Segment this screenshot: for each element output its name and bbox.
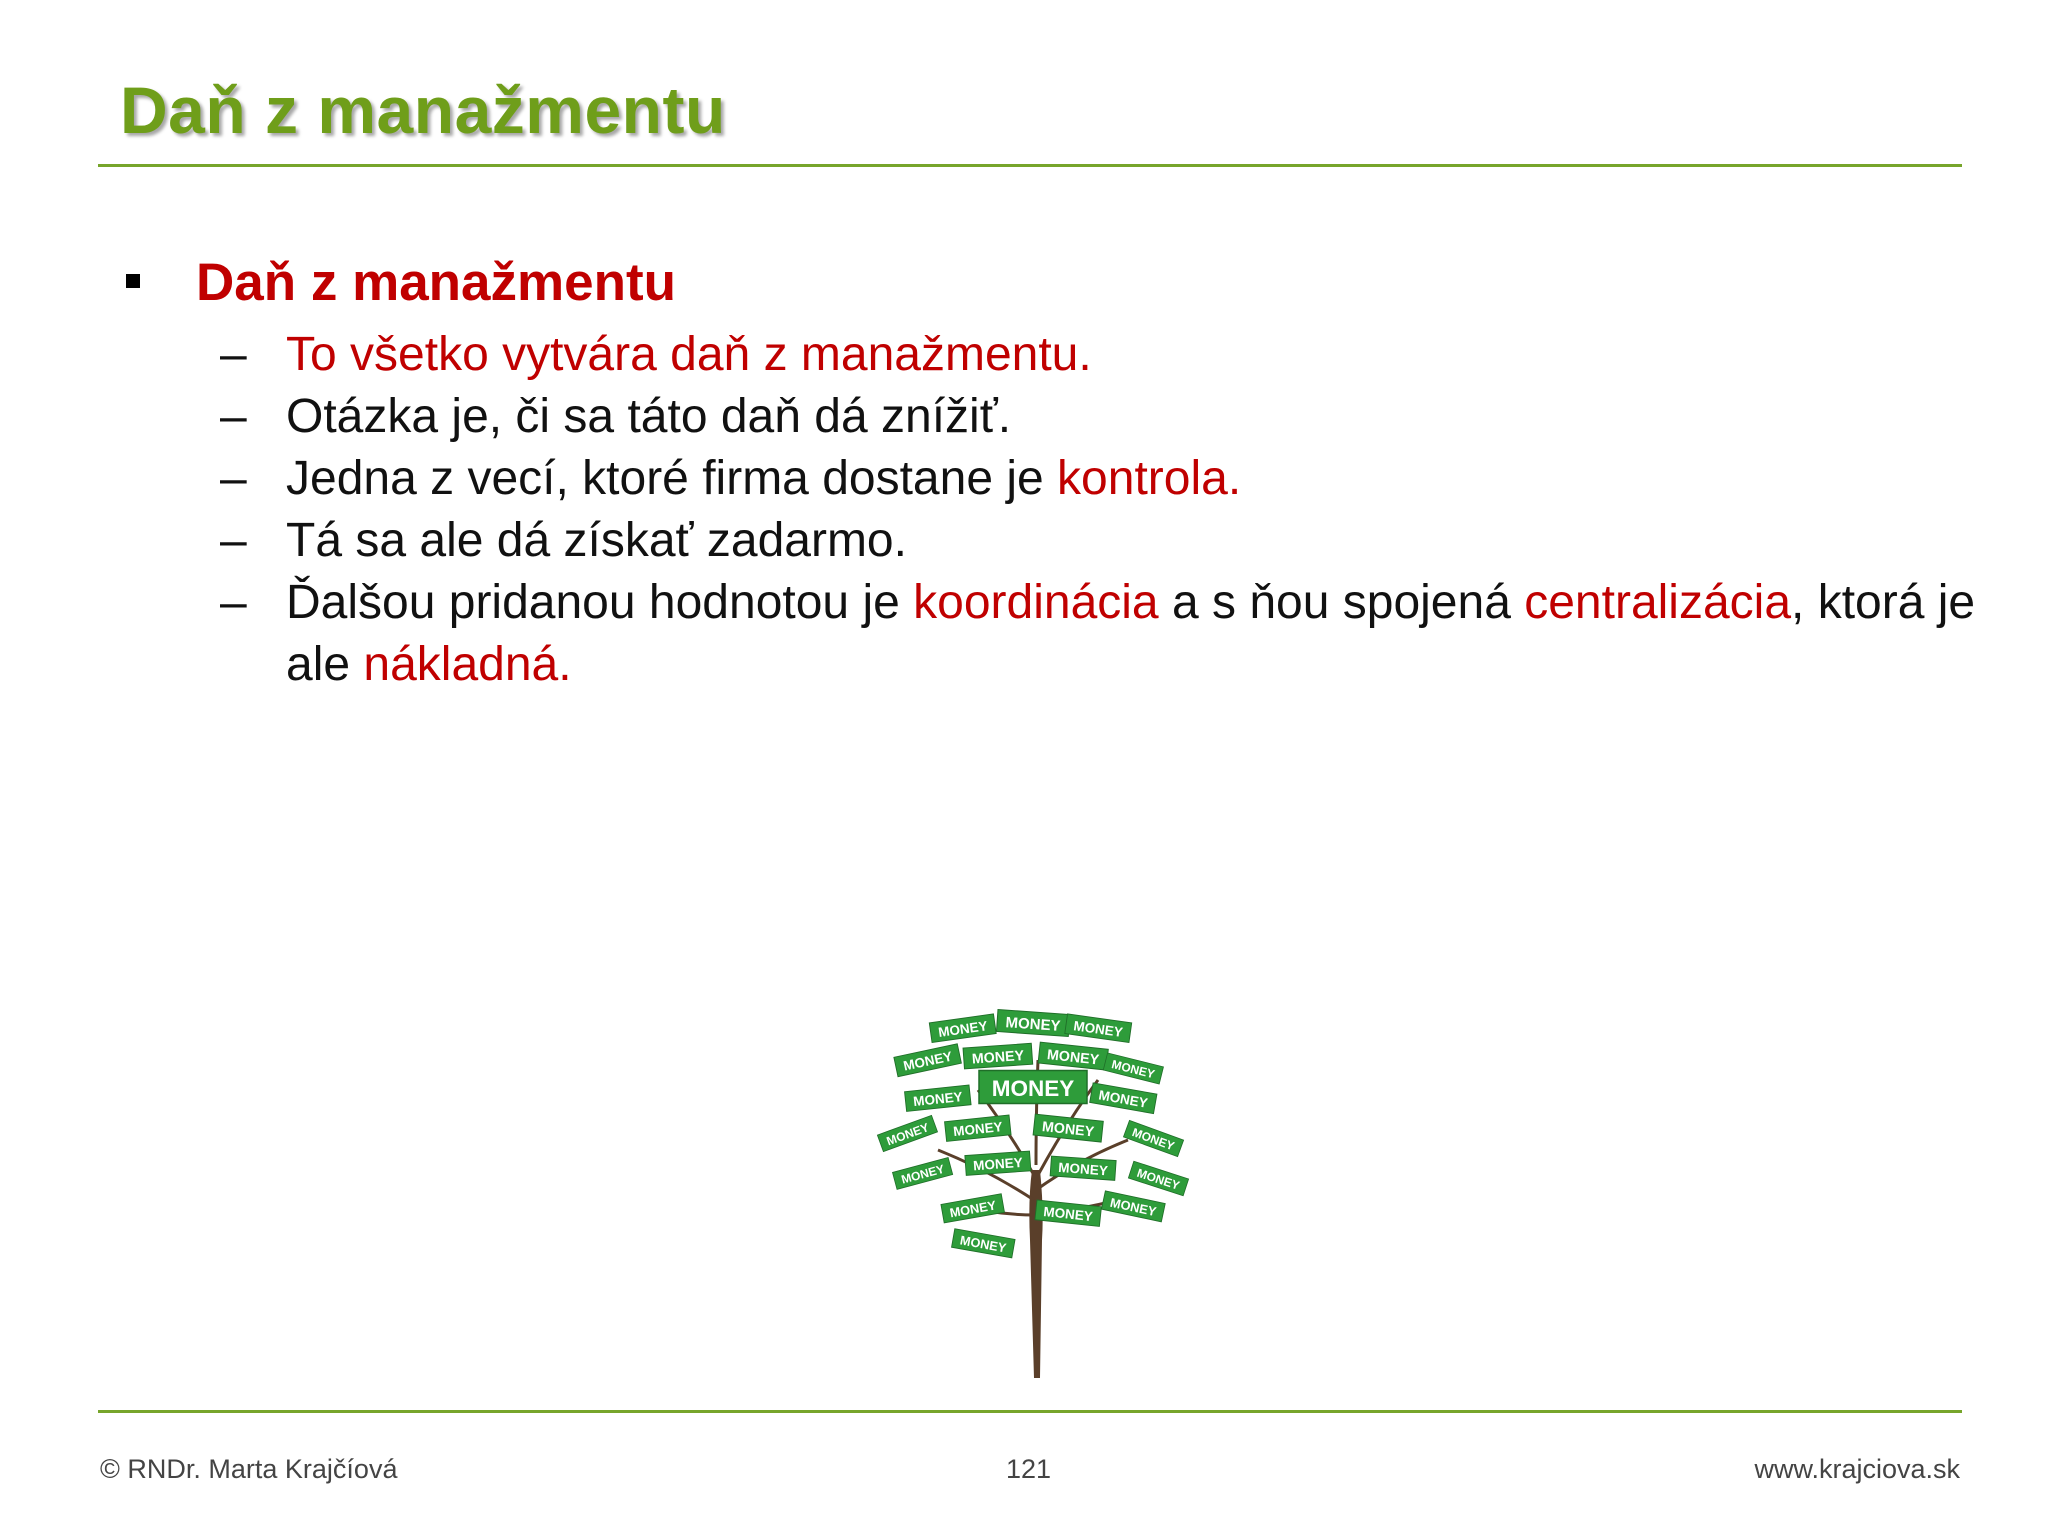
sub-bullet-item — [120, 448, 2006, 510]
leaf-label: MONEY — [971, 1047, 1025, 1068]
highlighted-text: centralizácia — [1524, 576, 1792, 629]
footer-divider — [98, 1410, 1962, 1413]
bullet-row — [120, 252, 1940, 324]
money-leaf — [1123, 1120, 1183, 1156]
leaf-label: MONEY — [1135, 1165, 1182, 1193]
leaf-label: MONEY — [1005, 1014, 1062, 1035]
money-leaf — [1035, 1200, 1102, 1226]
highlighted-text: kontrola. — [1057, 452, 1242, 505]
body-text: Jedna z vecí, ktoré firma dostane je — [286, 452, 1058, 505]
sub-bullet-list — [120, 324, 1976, 696]
money-leaf — [877, 1115, 937, 1151]
square-bullet-icon — [126, 274, 140, 288]
bullet-heading: Daň z manažmentu — [196, 253, 677, 312]
money-leaf — [1103, 1053, 1163, 1084]
leaf-label: MONEY — [1130, 1125, 1177, 1154]
highlighted-text: nákladná. — [363, 638, 572, 691]
money-leaf — [1101, 1191, 1165, 1222]
page-title: Daň z manažmentu — [120, 73, 726, 147]
leaf-label: MONEY — [1042, 1204, 1094, 1225]
money-leaf — [965, 1151, 1031, 1175]
dash-bullet-icon: – — [220, 328, 247, 381]
leaf-label: MONEY — [884, 1120, 931, 1149]
money-leaf — [945, 1115, 1012, 1141]
body-text: Otázka je, či sa táto daň dá znížiť. — [286, 390, 1012, 443]
sub-bullet-item — [120, 324, 2006, 386]
money-tree-icon — [868, 1000, 1208, 1378]
money-leaf — [941, 1194, 1005, 1223]
leaf-label: MONEY — [902, 1048, 954, 1074]
leaf-label: MONEY — [958, 1232, 1008, 1256]
body-text: Ďalšou pridanou hodnotou je — [286, 576, 914, 629]
sub-bullet-item — [120, 572, 2006, 696]
money-leaf — [952, 1229, 1016, 1258]
money-leaf — [979, 1071, 1087, 1104]
money-leaf — [1128, 1161, 1188, 1196]
money-leaf — [1033, 1114, 1103, 1142]
footer-author: © RNDr. Marta Krajčíová — [100, 1454, 398, 1484]
money-leaf — [996, 1010, 1069, 1037]
money-leaf — [1065, 1014, 1132, 1043]
leaf-label: MONEY — [899, 1161, 946, 1187]
leaf-label: MONEY — [948, 1197, 998, 1221]
dash-bullet-icon: – — [220, 452, 247, 505]
money-tree-image — [868, 1000, 1208, 1378]
leaf-label: MONEY — [1057, 1159, 1109, 1179]
leaf-label: MONEY — [937, 1018, 989, 1040]
money-leaf — [1038, 1042, 1108, 1070]
money-leaf — [929, 1014, 996, 1043]
leaf-label: MONEY — [991, 1076, 1075, 1101]
money-leaf — [963, 1043, 1033, 1069]
leaf-label: MONEY — [1046, 1047, 1100, 1069]
highlighted-text: To všetko vytvára daň z manažmentu. — [286, 328, 1092, 381]
page-number: 121 — [1006, 1454, 1052, 1484]
leaf-label: MONEY — [1108, 1194, 1158, 1220]
body-text: , ktorá je ale — [286, 576, 1976, 691]
money-leaf — [905, 1085, 972, 1111]
money-leaf — [892, 1158, 952, 1190]
leaf-label: MONEY — [952, 1119, 1004, 1140]
footer-website[interactable]: www.krajciova.sk — [1754, 1454, 1960, 1484]
money-leaf — [894, 1044, 962, 1077]
sub-bullet-item — [120, 510, 2006, 572]
money-leaf — [1050, 1156, 1116, 1180]
leaf-label: MONEY — [1097, 1087, 1149, 1111]
money-leaf — [1090, 1083, 1157, 1114]
leaf-label: MONEY — [972, 1154, 1024, 1174]
leaf-label: MONEY — [1041, 1119, 1095, 1141]
body-text: Tá sa ale dá získať zadarmo. — [286, 514, 907, 567]
leaf-label: MONEY — [1072, 1018, 1124, 1040]
dash-bullet-icon: – — [220, 390, 247, 443]
sub-bullet-item — [120, 386, 2006, 448]
slide-content — [120, 252, 1976, 696]
title-divider — [98, 164, 1962, 167]
highlighted-text: koordinácia — [913, 576, 1159, 629]
body-text: a s ňou spojená — [1158, 576, 1525, 629]
leaf-label: MONEY — [912, 1089, 964, 1110]
dash-bullet-icon: – — [220, 514, 247, 567]
dash-bullet-icon: – — [220, 576, 247, 629]
leaf-label: MONEY — [1110, 1057, 1157, 1082]
